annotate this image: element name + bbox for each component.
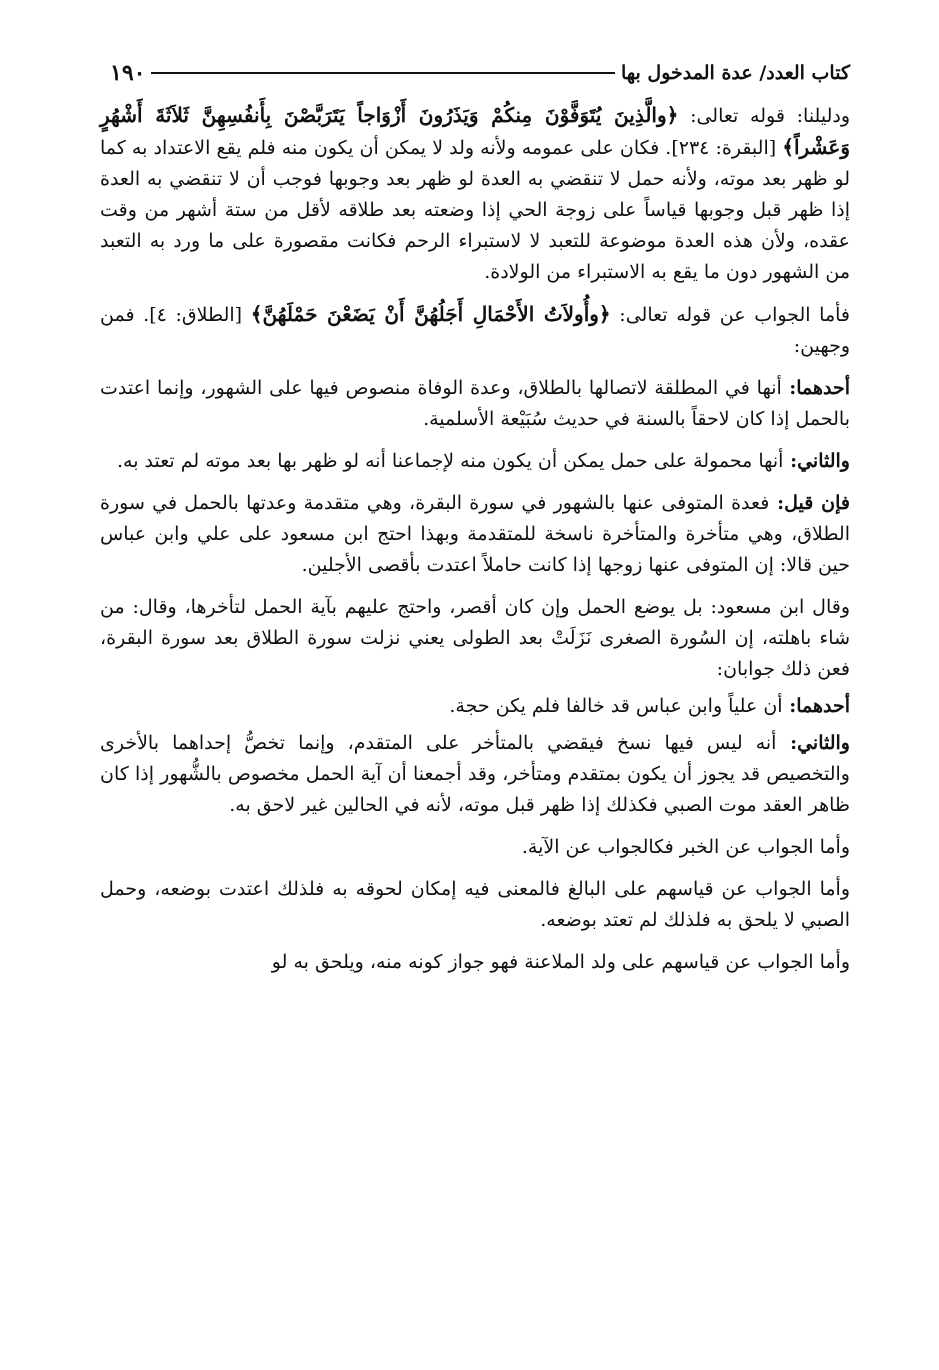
- paragraph-text: وأما الجواب عن قياسهم على ولد الملاعنة فهو جواز كونه منه، ويلحق به لو: [271, 951, 850, 973]
- paragraph-text: أنها محمولة على حمل يمكن أن يكون منه لإجماعنا أنه لو ظهر بها بعد موته لم تعتد به.: [117, 450, 784, 472]
- paragraph-text: ودليلنا: قوله تعالى:: [678, 105, 850, 127]
- paragraph-lead: والثاني:: [783, 450, 850, 472]
- paragraph-8: [100, 728, 850, 821]
- paragraph-7: [100, 691, 850, 722]
- paragraph-text: أنها في المطلقة لاتصالها بالطلاق، وعدة الوفاة منصوص فيها على الشهور، وإنما اعتدت بالحمل إذا كان لاحقاً بالسنة في حديث سُبَيْعة الأسلمية.: [100, 377, 850, 430]
- paragraph-2: [100, 299, 850, 362]
- paragraph-9: [100, 832, 850, 863]
- paragraph-text: وأما الجواب عن الخبر فكالجواب عن الآية.: [521, 836, 850, 858]
- paragraph-10: [100, 874, 850, 936]
- paragraph-1: [100, 100, 850, 288]
- paragraph-text: وأما الجواب عن قياسهم على البالغ فالمعنى فيه إمكان لحوقه به فلذلك اعتدت بوضعه، وحمل الصبي لا يلحق به فلذلك لم تعتد بوضعه.: [100, 878, 850, 931]
- paragraph-text: وقال ابن مسعود: بل يوضع الحمل وإن كان أقصر، واحتج عليهم بآية الحمل لتأخرها، وقال: من شاء باهلته، إن السُورة الصغرى نَزَلَتْ بعد الطولى يعني نزلت سورة الطلاق بعد سورة البقرة، فعن ذلك جوابان:: [100, 596, 850, 680]
- document-page: [100, 56, 850, 989]
- paragraph-lead: والثاني:: [776, 732, 850, 754]
- paragraph-text: أن علياً وابن عباس قد خالفا فلم يكن حجة.: [449, 695, 783, 717]
- body-text: [100, 100, 850, 978]
- paragraph-text: فعدة المتوفى عنها بالشهور في سورة البقرة، وهي متقدمة وعدتها بالحمل في سورة الطلاق، وهي متأخرة والمتأخرة ناسخة للمتقدمة وبهذا احتج ابن مسعود على علي وابن عباس حين قالا: إن المتوفى عنها زوجها إذا كانت حاملاً اعتدت بأقصى الأجلين.: [100, 492, 850, 576]
- paragraph-lead: أحدهما:: [781, 377, 850, 399]
- paragraph-text: فأما الجواب عن قوله تعالى:: [610, 304, 851, 326]
- paragraph-text: أنه ليس فيها نسخ فيقضي بالمتأخر على المتقدم، وإنما تخصُّ إحداهما بالأخرى والتخصيص قد يجوز أن يكون بمتقدم ومتأخر، وقد أجمعنا أن آية الحمل مخصوص بالشُّهور إذا كان ظاهر العقد موت الصبي فكذلك إذا ظهر قبل موته، لأنه في الحالين غير لاحق به.: [100, 732, 850, 816]
- quran-verse: ﴿والَّذِينَ يُتَوَفَّوْنَ مِنكُمْ وَيَذَرُونَ أَزْوَاجاً يَتَرَبَّصْنَ بِأَنفُسِهِنَّ ثَلاَثَةَ أَشْهُرٍ وَعَشْراً﴾: [100, 103, 850, 159]
- paragraph-11: [100, 947, 850, 978]
- paragraph-3: [100, 373, 850, 435]
- paragraph-lead: فإن قيل:: [769, 492, 850, 514]
- paragraph-6: [100, 592, 850, 685]
- paragraph-text: [الطلاق: ٤]. فمن وجهين:: [100, 304, 850, 357]
- running-title: كتاب العدد/ عدة المدخول بها: [620, 62, 850, 84]
- paragraph-lead: أحدهما:: [782, 695, 850, 717]
- paragraph-5: [100, 488, 850, 581]
- running-header: [100, 56, 850, 90]
- paragraph-text: [البقرة: ٢٣٤]. فكان على عمومه ولأنه ولد لا يمكن أن يكون منه فلم يقع الاعتداد به كما لو ظهر بعد موته، ولأنه حمل لا تنقضي به العدة لو ظهر بعد وجوبها فوجب أن لا تنقضي به العدة إذا ظهر قبل وجوبها قياساً على زوجة الحي إذا وضعته بعد طلاقه لأقل من ستة أشهر من وقت عقده، ولأن هذه العدة موضوعة للتعبد لا لاستبراء الرحم فكانت مقصورة على ما ورد به التعبد من الشهور دون ما يقع به الاستبراء من الولادة.: [100, 137, 850, 283]
- page-number: ١٩٠: [110, 60, 146, 86]
- paragraph-4: [100, 446, 850, 477]
- quran-verse: ﴿وأُولاَتُ الأَحْمَالِ أَجَلُهُنَّ أَنْ يَضَعْنَ حَمْلَهُنَّ﴾: [250, 302, 611, 326]
- header-rule: [151, 72, 615, 74]
